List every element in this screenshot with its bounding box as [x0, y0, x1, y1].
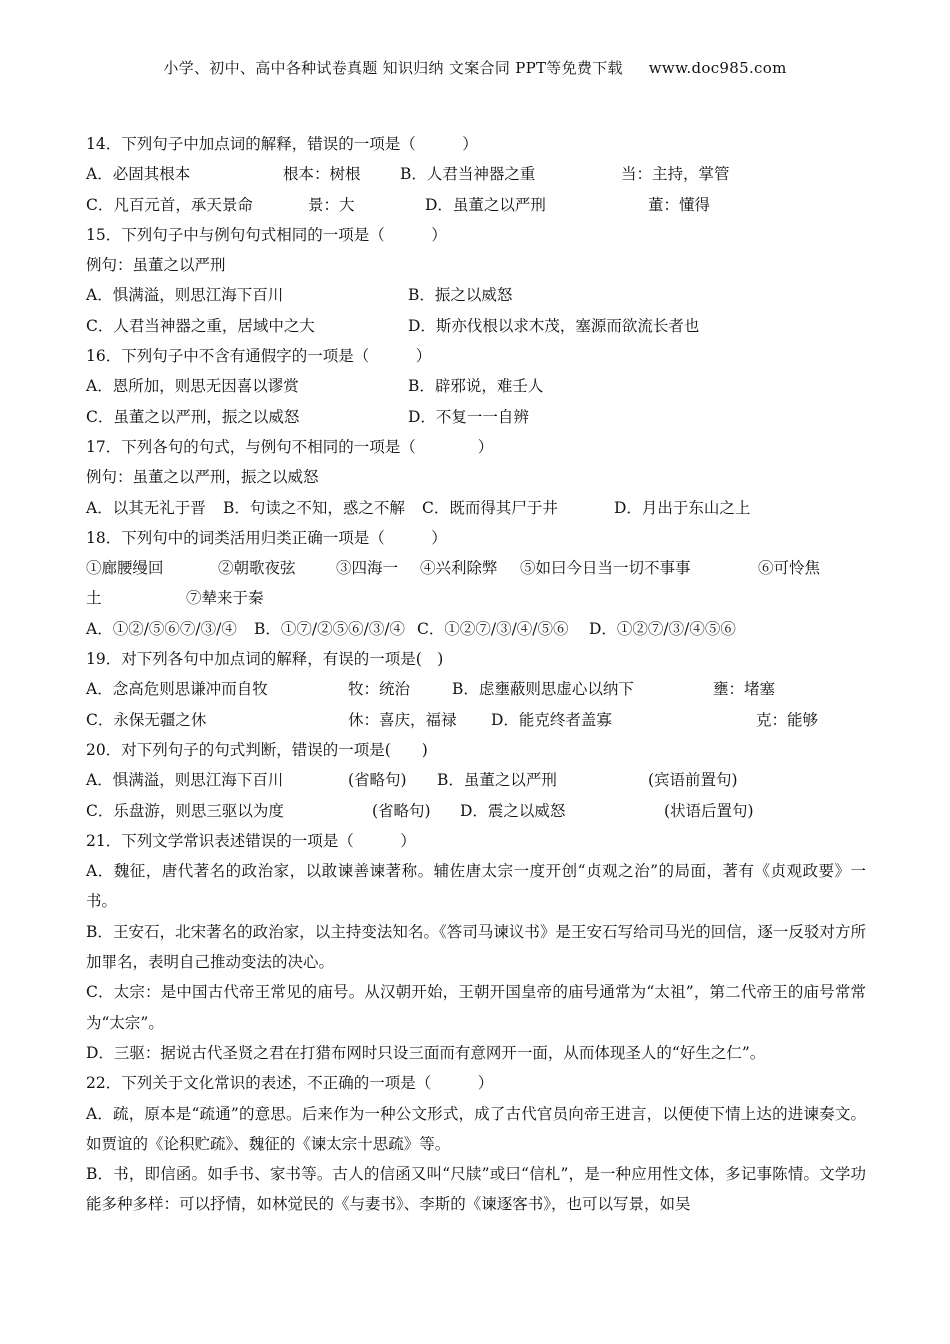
q20-option-d-type: (状语后置句) — [664, 801, 754, 820]
q18-item-6: ⑥可怜焦 — [758, 559, 821, 578]
q19-option-a-explanation: 牧：统治 — [348, 680, 411, 699]
question-19-row-cd — [86, 705, 866, 735]
question-15-row-ab — [86, 280, 866, 310]
q18-item-4: ④兴利除弊 — [420, 559, 498, 578]
q15-option-b: B．振之以威怒 — [408, 286, 513, 305]
q14-option-b-explanation: 当：主持，掌管 — [621, 165, 730, 184]
q20-option-d: D．震之以威怒 — [460, 801, 566, 820]
q18-option-d: D．①②⑦/③/④⑤⑥ — [589, 619, 736, 638]
question-17-options — [86, 493, 866, 523]
q16-option-d: D．不复一一自辨 — [408, 407, 529, 426]
question-17-example: 例句：虽董之以严刑，振之以威怒 — [86, 468, 319, 487]
q18-option-b: B．①⑦/②⑤⑥/③/④ — [254, 619, 406, 638]
header-tagline: 小学、初中、高中各种试卷真题 知识归纳 文案合同 PPT等免费下载 — [163, 59, 623, 77]
question-19-stem: 19．对下列各句中加点词的解释，有误的一项是( ) — [86, 650, 444, 669]
question-22-stem: 22．下列关于文化常识的表述，不正确的一项是（ ） — [86, 1074, 494, 1093]
q18-item-6-cont: 土 — [86, 589, 102, 608]
q20-option-a: A．惧满溢，则思江海下百川 — [86, 771, 284, 790]
question-21-stem: 21．下列文学常识表述错误的一项是（ ） — [86, 831, 416, 850]
question-17-stem: 17．下列各句的句式，与例句不相同的一项是（ ） — [86, 437, 494, 456]
q19-option-a: A．念高危则思谦冲而自牧 — [86, 680, 268, 699]
q17-option-b: B．句读之不知，惑之不解 — [223, 498, 405, 517]
q21-option-b: B．王安石，北宋著名的政治家，以主持变法知名。《答司马谏议书》是王安石写给司马光的回信，逐一反驳对方所加罪名，表明自己推动变法的决心。 — [86, 922, 866, 972]
question-16-stem: 16．下列句子中不含有通假字的一项是（ ） — [86, 347, 432, 366]
q14-option-a-explanation: 根本：树根 — [283, 165, 361, 184]
q14-option-a: A．必固其根本 — [86, 165, 191, 184]
q21-option-a: A．魏征，唐代著名的政治家，以敢谏善谏著称。辅佐唐太宗一度开创“贞观之治”的局面，著有《贞观政要》一书。 — [86, 862, 866, 911]
q17-option-d: D．月出于东山之上 — [614, 498, 751, 517]
question-18-items-cont — [86, 583, 866, 613]
q21-option-d: D．三驱：据说古代圣贤之君在打猎布网时只设三面而有意网开一面，从而体现圣人的“好生之仁”。 — [86, 1043, 766, 1062]
question-16-row-cd — [86, 402, 866, 432]
q14-option-c: C．凡百元首，承天景命 — [86, 195, 253, 214]
q22-option-b: B．书，即信函。如手书、家书等。古人的信函又叫“尺牍”或曰“信札”，是一种应用性文体，多记事陈情。文学功能多种多样：可以抒情，如林觉民的《与妻书》、李斯的《谏逐客书》，也可以写景，如吴 — [86, 1165, 866, 1214]
q17-option-a: A．以其无礼于晋 — [86, 498, 206, 517]
question-20-row-cd — [86, 796, 866, 826]
q18-item-3: ③四海一 — [336, 559, 399, 578]
q15-option-a: A．惧满溢，则思江海下百川 — [86, 286, 284, 305]
question-14-stem: 14．下列句子中加点词的解释，错误的一项是（ ） — [86, 135, 478, 153]
question-15-row-cd — [86, 311, 866, 341]
question-14-row-ab — [86, 159, 866, 189]
q16-option-a: A．恩所加，则思无因喜以谬赏 — [86, 377, 299, 396]
q19-option-b: B．虑壅蔽则思虚心以纳下 — [452, 680, 634, 699]
question-15-example: 例句：虽董之以严刑 — [86, 256, 226, 275]
q18-item-7: ⑦辇来于秦 — [186, 589, 264, 608]
question-20-row-ab — [86, 765, 866, 795]
q19-option-d: D．能克终者盖寡 — [491, 710, 612, 729]
q20-option-c: C．乐盘游，则思三驱以为度 — [86, 801, 284, 820]
question-list — [86, 129, 866, 1220]
question-20-stem: 20．对下列句子的句式判断，错误的一项是( ) — [86, 740, 428, 759]
header-url: www.doc985.com — [648, 59, 787, 77]
question-18-items — [86, 553, 866, 583]
q20-option-c-type: (省略句) — [372, 801, 431, 820]
q14-option-d: D．虽董之以严刑 — [425, 195, 546, 214]
q20-option-a-type: (省略句) — [348, 771, 407, 790]
question-14-row-cd — [86, 190, 866, 220]
question-19-row-ab — [86, 674, 866, 704]
q18-option-c: C．①②⑦/③/④/⑤⑥ — [417, 619, 569, 638]
q20-option-b: B．虽董之以严刑 — [437, 771, 557, 790]
q18-option-a: A．①②/⑤⑥⑦/③/④ — [86, 619, 237, 638]
q14-option-b: B．人君当神器之重 — [400, 165, 536, 184]
q15-option-d: D．斯亦伐根以求木茂，塞源而欲流长者也 — [408, 316, 700, 335]
page-header — [0, 57, 950, 78]
question-18-options — [86, 614, 866, 644]
question-15-stem: 15．下列句子中与例句句式相同的一项是（ ） — [86, 225, 447, 244]
q19-option-b-explanation: 壅：堵塞 — [713, 680, 776, 699]
q16-option-c: C．虽董之以严刑，振之以威怒 — [86, 407, 300, 426]
q21-option-c: C．太宗：是中国古代帝王常见的庙号。从汉朝开始，王朝开国皇帝的庙号通常为“太祖”，第二代帝王的庙号常常为“太宗”。 — [86, 983, 866, 1032]
question-18-stem: 18．下列句中的词类活用归类正确一项是（ ） — [86, 528, 447, 547]
q19-option-c-explanation: 休：喜庆，福禄 — [348, 710, 457, 729]
q17-option-c: C．既而得其尸于井 — [422, 498, 558, 517]
q19-option-d-explanation: 克：能够 — [756, 710, 819, 729]
q18-item-1: ①廊腰缦回 — [86, 559, 164, 578]
q14-option-d-explanation: 董：懂得 — [648, 195, 711, 214]
q16-option-b: B．辟邪说，难壬人 — [408, 377, 544, 396]
q15-option-c: C．人君当神器之重，居域中之大 — [86, 316, 315, 335]
q18-item-2: ②朝歌夜弦 — [218, 559, 296, 578]
q22-option-a: A．疏，原本是“疏通”的意思。后来作为一种公文形式，成了古代官员向帝王进言，以便使下情上达的进谏奏文。如贾谊的《论积贮疏》、魏征的《谏太宗十思疏》等。 — [86, 1104, 866, 1153]
q14-option-c-explanation: 景：大 — [308, 195, 355, 214]
q20-option-b-type: (宾语前置句) — [648, 771, 738, 790]
question-16-row-ab — [86, 371, 866, 401]
q19-option-c: C．永保无疆之休 — [86, 710, 207, 729]
q18-item-5: ⑤如曰今日当一切不事事 — [520, 559, 691, 578]
